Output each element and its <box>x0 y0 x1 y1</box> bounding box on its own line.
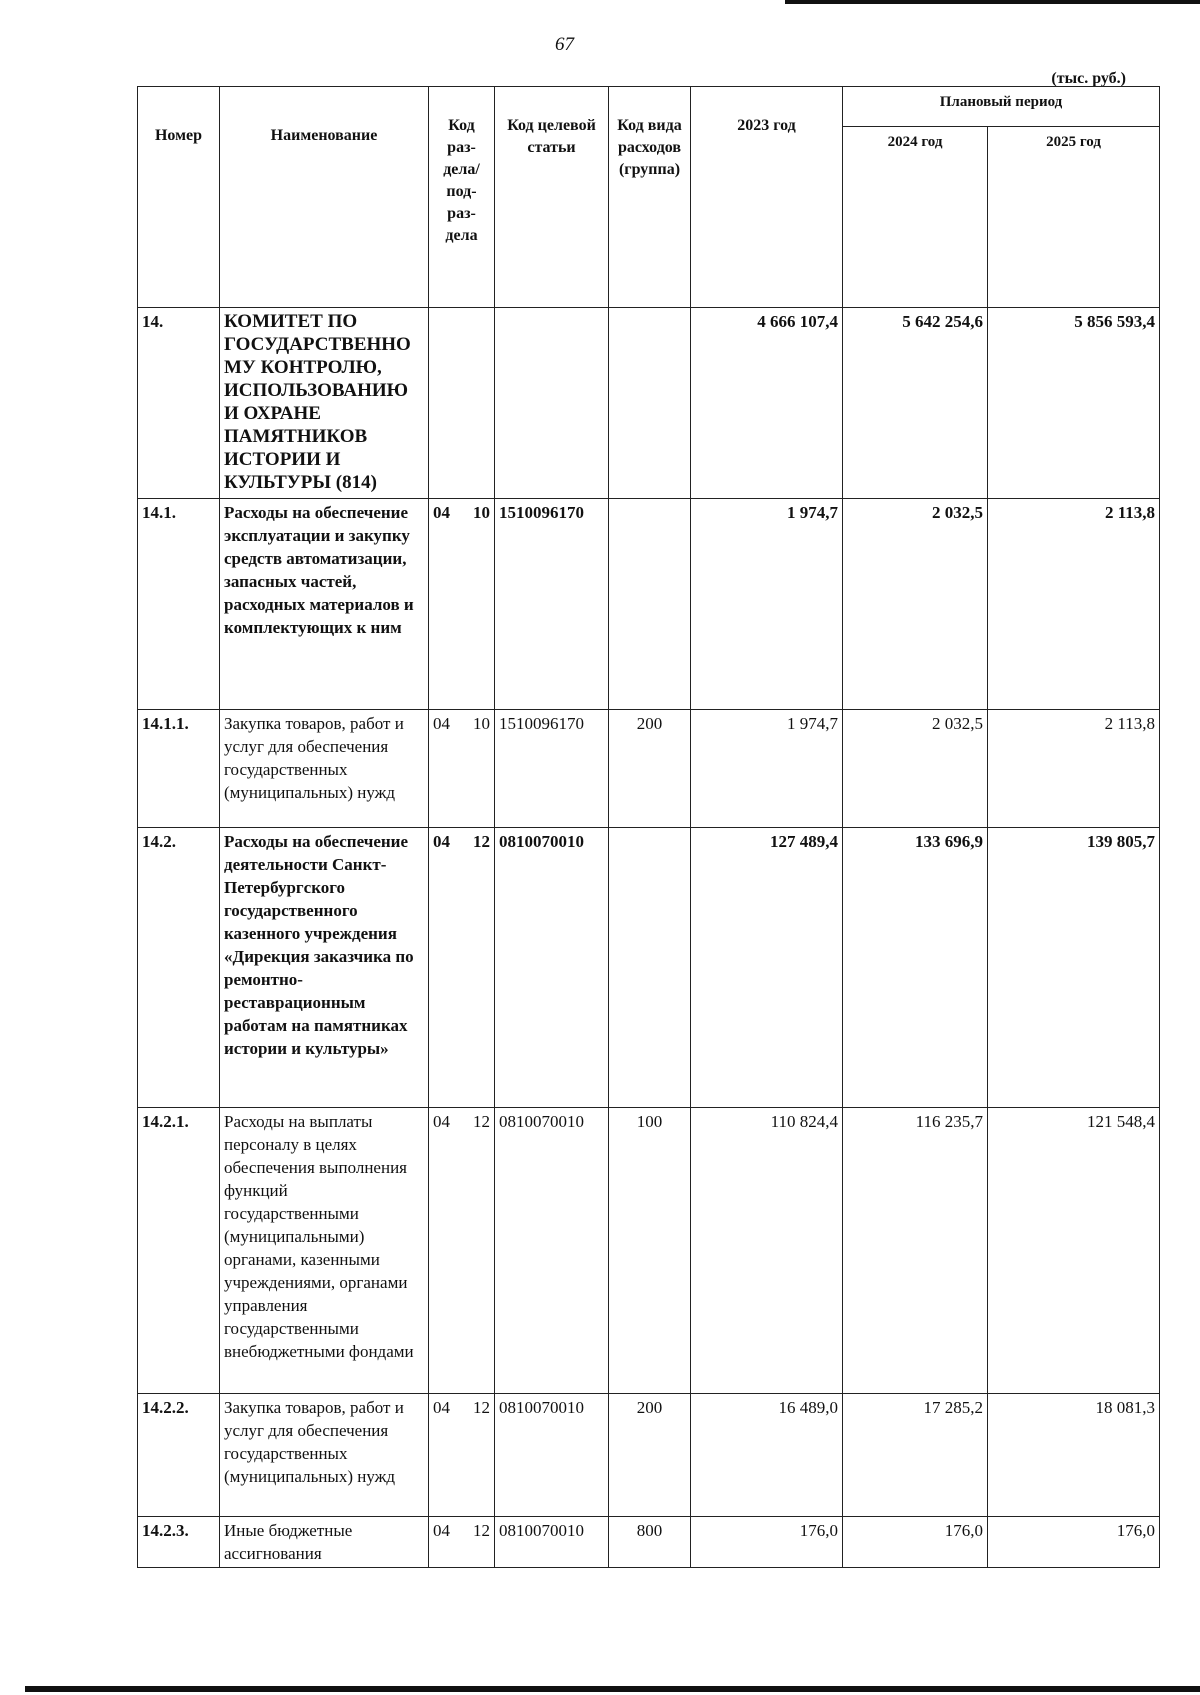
row-number: 14.2. <box>138 828 220 1108</box>
row-amount-2024: 133 696,9 <box>843 828 988 1108</box>
row-name: Расходы на выплаты персоналу в целях обеспечения выполнения функций государственными (муниципальными) органами, казенными учреждениями, органами управления государственными внебюджетными фондами <box>220 1108 429 1394</box>
header-year-2023: 2023 год <box>691 87 843 308</box>
row-amount-2024: 5 642 254,6 <box>843 308 988 499</box>
row-number: 14.2.3. <box>138 1517 220 1568</box>
table-row <box>138 1517 1160 1568</box>
row-amount-2024: 2 032,5 <box>843 499 988 710</box>
section-code: 04 <box>433 1521 450 1540</box>
header-planned-period: Плановый период <box>843 87 1160 127</box>
section-code: 04 <box>433 832 450 851</box>
subsection-code: 10 <box>473 714 490 733</box>
row-number: 14. <box>138 308 220 499</box>
row-amount-2025: 121 548,4 <box>988 1108 1160 1394</box>
row-number: 14.2.2. <box>138 1394 220 1517</box>
row-section-code <box>429 1394 495 1517</box>
page-number: 67 <box>555 34 574 55</box>
row-expense-type: 200 <box>609 710 691 828</box>
units-label: (тыс. руб.) <box>1051 70 1126 87</box>
bottom-rule <box>25 1686 1200 1692</box>
row-amount-2023: 1 974,7 <box>691 710 843 828</box>
section-code: 04 <box>433 503 450 522</box>
row-number: 14.2.1. <box>138 1108 220 1394</box>
subsection-code: 12 <box>473 1112 490 1131</box>
section-code: 04 <box>433 1112 450 1131</box>
row-expense-type <box>609 828 691 1108</box>
row-target-code: 0810070010 <box>495 1517 609 1568</box>
header-target: Код целевой статьи <box>495 87 609 308</box>
header-number: Номер <box>138 87 220 308</box>
subsection-code: 12 <box>473 832 490 851</box>
table-row <box>138 828 1160 1108</box>
header-name: Наименование <box>220 87 429 308</box>
row-name: Закупка товаров, работ и услуг для обеспечения государственных (муниципальных) нужд <box>220 710 429 828</box>
row-amount-2024: 176,0 <box>843 1517 988 1568</box>
table-row <box>138 710 1160 828</box>
header-section: Код раз-дела/ под-раз-дела <box>429 87 495 308</box>
row-target-code: 0810070010 <box>495 828 609 1108</box>
row-expense-type: 100 <box>609 1108 691 1394</box>
row-target-code <box>495 308 609 499</box>
row-name: Закупка товаров, работ и услуг для обеспечения государственных (муниципальных) нужд <box>220 1394 429 1517</box>
section-code: 04 <box>433 714 450 733</box>
row-amount-2025: 18 081,3 <box>988 1394 1160 1517</box>
subsection-code: 12 <box>473 1398 490 1417</box>
row-amount-2025: 176,0 <box>988 1517 1160 1568</box>
subsection-code: 10 <box>473 503 490 522</box>
budget-table <box>137 86 1160 1568</box>
row-amount-2023: 110 824,4 <box>691 1108 843 1394</box>
row-amount-2025: 139 805,7 <box>988 828 1160 1108</box>
row-section-code <box>429 1517 495 1568</box>
row-target-code: 1510096170 <box>495 499 609 710</box>
row-amount-2025: 2 113,8 <box>988 710 1160 828</box>
row-target-code: 0810070010 <box>495 1394 609 1517</box>
section-code: 04 <box>433 1398 450 1417</box>
row-expense-type: 800 <box>609 1517 691 1568</box>
row-number: 14.1. <box>138 499 220 710</box>
table-row <box>138 308 1160 499</box>
row-expense-type: 200 <box>609 1394 691 1517</box>
row-name: Расходы на обеспечение эксплуатации и закупку средств автоматизации, запасных частей, расходных материалов и комплектующих к ним <box>220 499 429 710</box>
row-section-code <box>429 710 495 828</box>
row-name: Иные бюджетные ассигнования <box>220 1517 429 1568</box>
row-amount-2024: 17 285,2 <box>843 1394 988 1517</box>
row-amount-2025: 2 113,8 <box>988 499 1160 710</box>
row-amount-2023: 4 666 107,4 <box>691 308 843 499</box>
row-amount-2023: 176,0 <box>691 1517 843 1568</box>
table-row <box>138 1108 1160 1394</box>
row-target-code: 1510096170 <box>495 710 609 828</box>
row-section-code <box>429 1108 495 1394</box>
row-amount-2024: 2 032,5 <box>843 710 988 828</box>
row-amount-2024: 116 235,7 <box>843 1108 988 1394</box>
header-expense-type: Код вида расходов (группа) <box>609 87 691 308</box>
row-section-code <box>429 828 495 1108</box>
row-target-code: 0810070010 <box>495 1108 609 1394</box>
row-amount-2023: 127 489,4 <box>691 828 843 1108</box>
subsection-code: 12 <box>473 1521 490 1540</box>
table-row <box>138 1394 1160 1517</box>
row-name: КОМИТЕТ ПО ГОСУДАРСТВЕННО МУ КОНТРОЛЮ, ИСПОЛЬЗОВАНИЮ И ОХРАНЕ ПАМЯТНИКОВ ИСТОРИИ И КУЛЬТУРЫ (814) <box>220 308 429 499</box>
row-number: 14.1.1. <box>138 710 220 828</box>
header-year-2025: 2025 год <box>988 127 1160 308</box>
row-expense-type <box>609 308 691 499</box>
row-section-code <box>429 499 495 710</box>
row-section-code <box>429 308 495 499</box>
top-rule <box>785 0 1200 4</box>
row-amount-2023: 1 974,7 <box>691 499 843 710</box>
header-year-2024: 2024 год <box>843 127 988 308</box>
row-amount-2025: 5 856 593,4 <box>988 308 1160 499</box>
row-expense-type <box>609 499 691 710</box>
row-name: Расходы на обеспечение деятельности Санкт-Петербургского государственного казенного учреждения «Дирекция заказчика по ремонтно-реставрационным работам на памятниках истории и культуры» <box>220 828 429 1108</box>
table-row <box>138 499 1160 710</box>
row-amount-2023: 16 489,0 <box>691 1394 843 1517</box>
